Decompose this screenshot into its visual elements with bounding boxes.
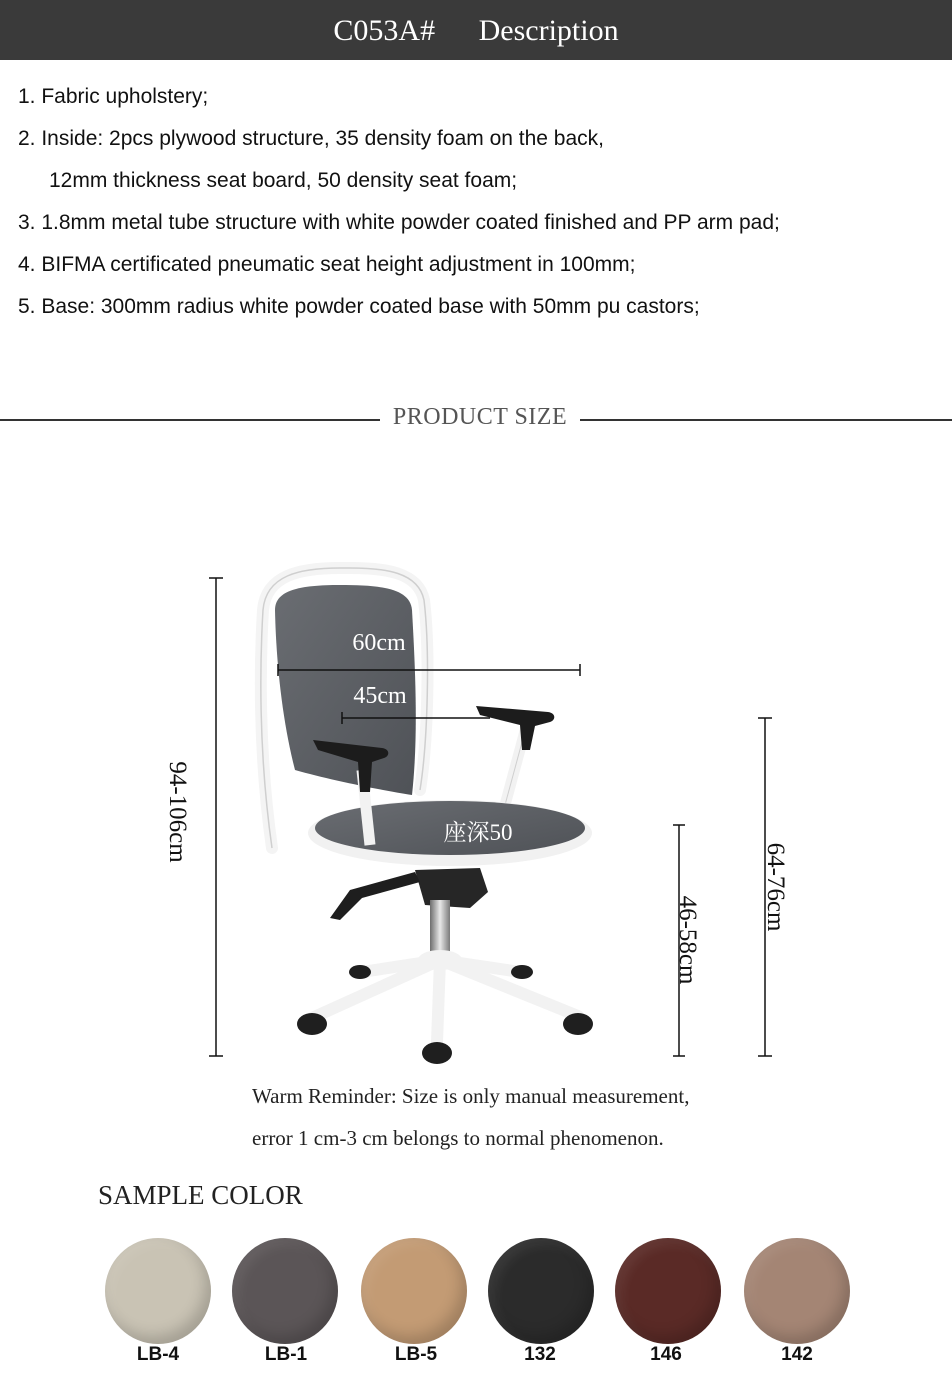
seat-depth-label: 座深50 xyxy=(443,820,513,845)
description-line: 1. Fabric upholstery; xyxy=(18,85,209,108)
total-height-label: 94-106cm xyxy=(164,761,191,863)
reminder-line-2: error 1 cm-3 cm belongs to normal phenomenon. xyxy=(252,1126,664,1150)
description-line: 3. 1.8mm metal tube structure with white powder coated finished and PP arm pad; xyxy=(18,211,780,234)
product-code: C053A# xyxy=(333,14,436,47)
section-divider-right xyxy=(580,419,952,421)
arm-height-label: 64-76cm xyxy=(762,842,789,932)
swatch-label: 132 xyxy=(524,1344,556,1365)
description-list xyxy=(18,76,948,328)
swatch-label: 142 xyxy=(781,1344,813,1365)
swatch-label: LB-1 xyxy=(264,1344,308,1365)
width-label: 60cm xyxy=(352,630,406,656)
header-title: Description xyxy=(478,14,619,47)
swatch-label: LB-4 xyxy=(136,1344,180,1365)
sample-color-title: SAMPLE COLOR xyxy=(98,1180,303,1210)
description-header xyxy=(0,0,952,60)
inner-width-label: 45cm xyxy=(353,683,407,709)
swatch-label: LB-5 xyxy=(394,1344,438,1365)
reminder-line-1: Warm Reminder: Size is only manual measurement, xyxy=(252,1084,690,1108)
swatch-146 xyxy=(615,1238,721,1344)
total-height-dimension-line xyxy=(209,578,223,1056)
swatch-132 xyxy=(488,1238,594,1344)
section-divider-left xyxy=(0,419,380,421)
chair-image xyxy=(261,568,593,1064)
description-line: 5. Base: 300mm radius white powder coated base with 50mm pu castors; xyxy=(18,295,700,318)
swatch-lb-4 xyxy=(105,1238,211,1344)
description-line: 12mm thickness seat board, 50 density seat foam; xyxy=(49,169,518,192)
swatch-label: 146 xyxy=(650,1344,682,1365)
swatch-lb-1 xyxy=(232,1238,338,1344)
description-line: 2. Inside: 2pcs plywood structure, 35 density foam on the back, xyxy=(18,127,604,150)
swatch-142 xyxy=(744,1238,850,1344)
product-size-diagram xyxy=(0,450,952,1080)
product-size-title: PRODUCT SIZE xyxy=(392,404,568,430)
swatch-lb-5 xyxy=(361,1238,467,1344)
description-line: 4. BIFMA certificated pneumatic seat height adjustment in 100mm; xyxy=(18,253,636,276)
seat-height-label: 46-58cm xyxy=(674,895,701,985)
